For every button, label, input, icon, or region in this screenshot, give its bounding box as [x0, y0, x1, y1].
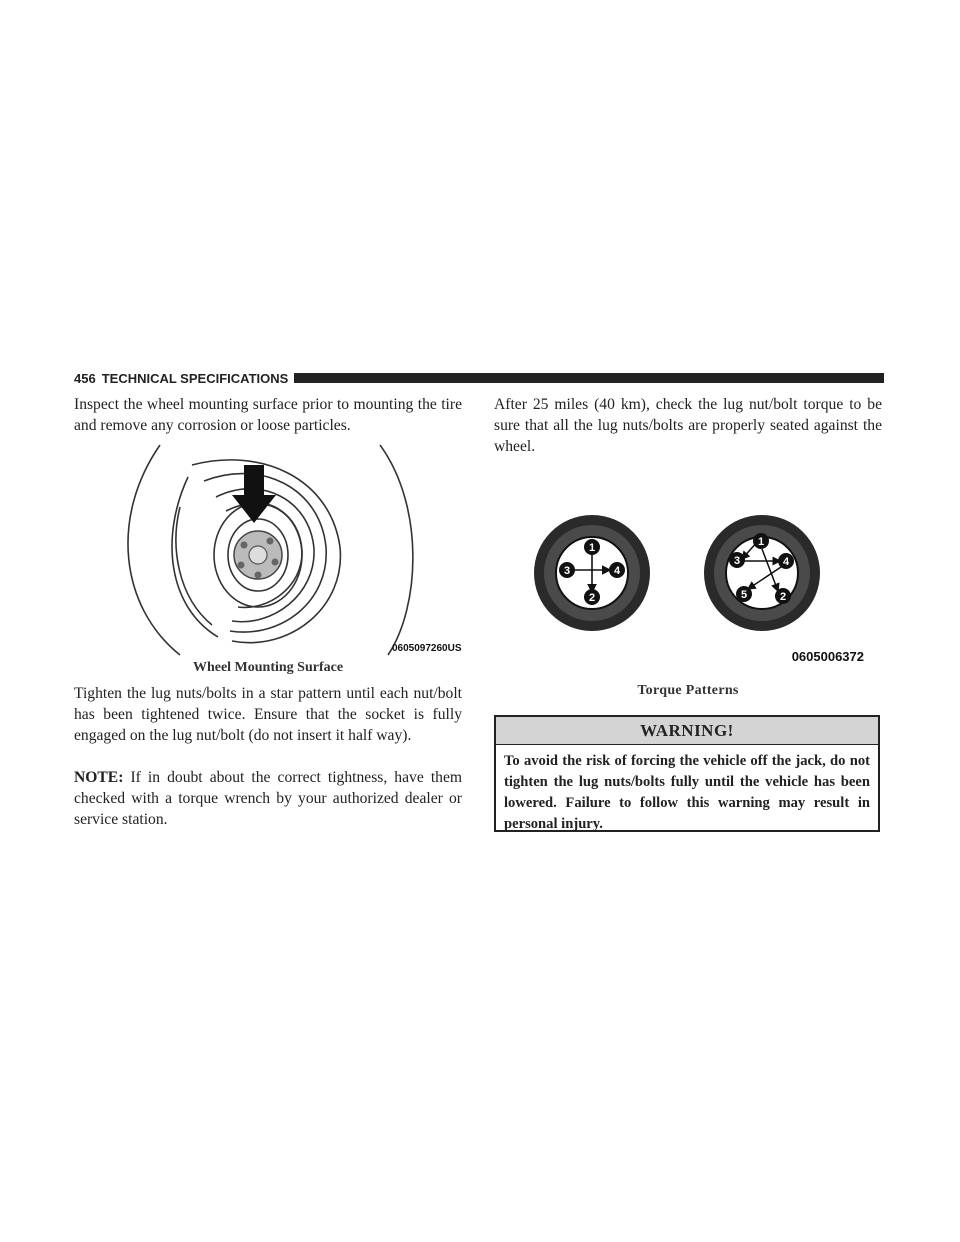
warning-box — [494, 715, 880, 832]
tighten-paragraph: Tighten the lug nuts/bolts in a star pattern until each nut/bolt has been tightened twice. Ensure that the socket is fully engaged on the lug nut/bolt (do not insert it half way). — [74, 685, 462, 744]
lug-number: 5 — [740, 589, 748, 601]
header-rule — [294, 373, 884, 383]
note-text: If in doubt about the correct tightness, have them checked with a torque wrench by your authorized dealer or service station. — [74, 769, 462, 828]
figure2-caption: Torque Patterns — [637, 683, 739, 698]
warning-title: WARNING! — [496, 717, 878, 745]
lug-number: 2 — [588, 592, 596, 604]
five-lug-tire-icon — [704, 515, 820, 631]
warning-text: To avoid the risk of forcing the vehicle off the jack, do not tighten the lug nuts/bolts fully until the vehicle has been lowered. Failure to follow this warning may result in personal injury. — [504, 753, 870, 832]
intro-paragraph: Inspect the wheel mounting surface prior to mounting the tire and remove any corrosion or loose particles. — [74, 396, 462, 434]
figure1-code: 0605097260US — [392, 643, 462, 654]
lug-number: 3 — [563, 565, 571, 577]
lug-number: 1 — [588, 542, 596, 554]
torque-patterns-figure — [530, 515, 870, 665]
lug-number: 2 — [779, 591, 787, 603]
figure2-code: 0605006372 — [791, 649, 864, 664]
four-lug-tire-icon — [534, 515, 650, 631]
page-header — [74, 370, 884, 386]
note-paragraph — [74, 767, 462, 830]
section-title: TECHNICAL SPECIFICATIONS — [101, 370, 289, 386]
lug-number: 1 — [757, 536, 765, 548]
after-25-miles-paragraph: After 25 miles (40 km), check the lug nut/bolt torque to be sure that all the lug nuts/bolts are properly seated against the wheel. — [494, 396, 882, 455]
note-label: NOTE: — [74, 769, 124, 786]
figure1-caption: Wheel Mounting Surface — [192, 660, 344, 675]
wheel-mounting-surface-figure — [120, 437, 470, 657]
lug-number: 3 — [733, 555, 741, 567]
hub-icon — [234, 531, 282, 579]
lug-number: 4 — [613, 565, 621, 577]
page-number: 456 — [74, 370, 96, 386]
lug-number: 4 — [782, 556, 790, 568]
